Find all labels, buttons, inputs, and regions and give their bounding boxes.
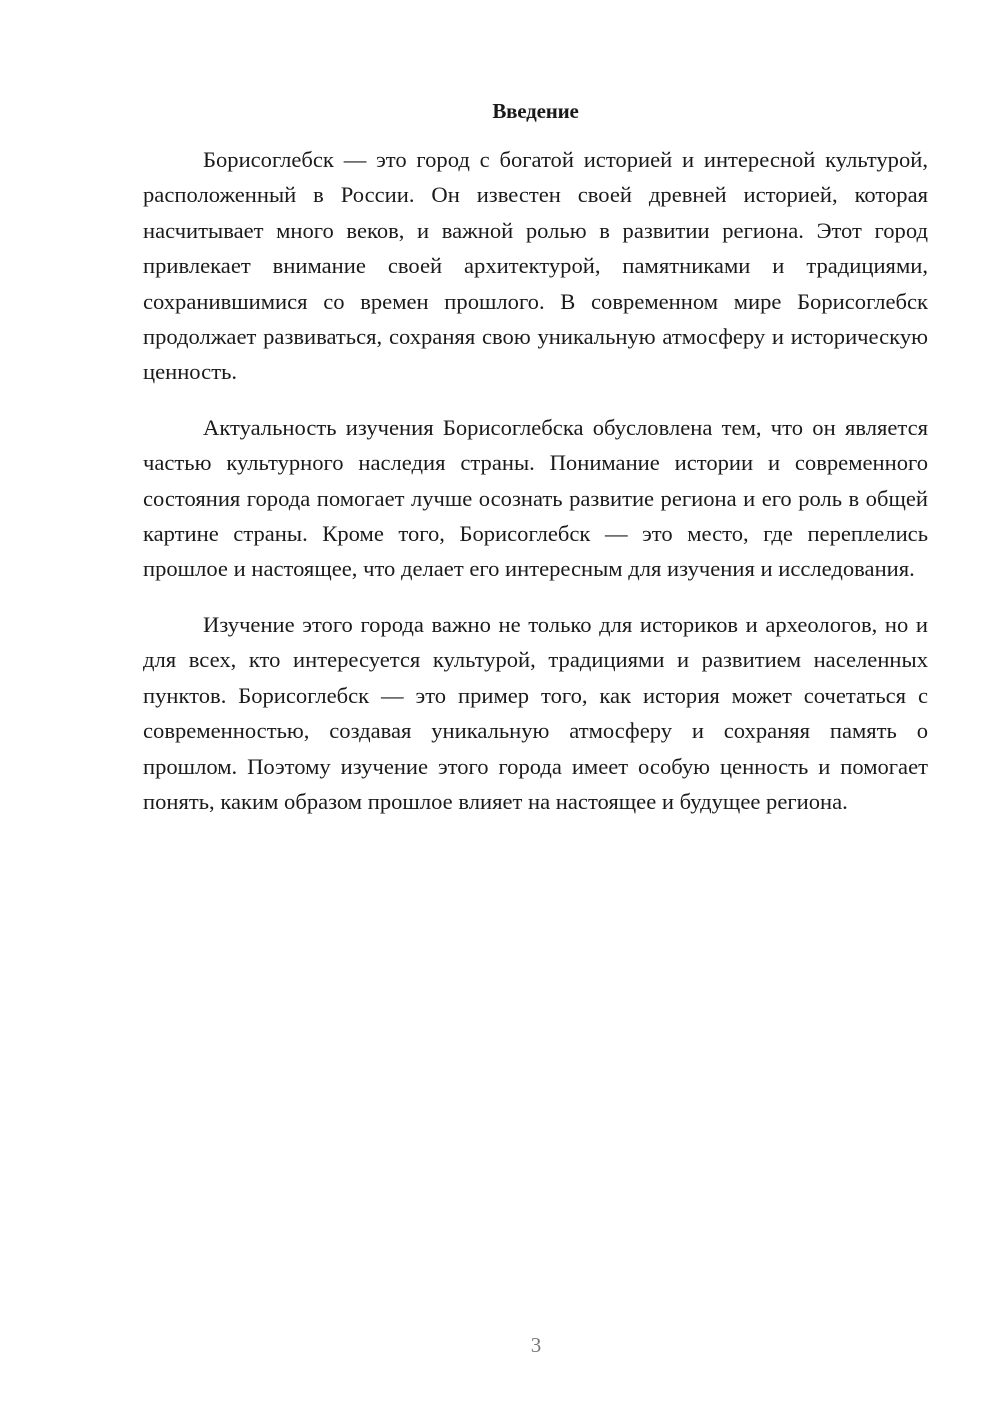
section-heading: Введение	[492, 99, 579, 123]
paragraph-importance: Изучение этого города важно не только для историков и археологов, но и для всех, кто интересуется культурой, традициями и развитием населенных пунктов. Борисоглебск — это пример того, как история может сочетаться с современностью, создавая уникальную атмосферу и сохраняя память о прошлом. Поэтому изучение этого города имеет особую ценность и помогает понять, каким образом прошлое влияет на настоящее и будущее региона.	[143, 611, 928, 814]
paragraph-relevance: Актуальность изучения Борисоглебска обусловлена тем, что он является частью культурного наследия страны. Понимание истории и современного состояния города помогает лучше осознать развитие региона и его роль в общей картине страны. Кроме того, Борисоглебск — это место, где переплелись прошлое и настоящее, что делает его интересным для изучения и исследования.	[143, 414, 928, 582]
page-number: 3	[530, 1333, 542, 1357]
paragraph-intro: Борисоглебск — это город с богатой историей и интересной культурой, расположенный в России. Он известен своей древней историей, которая насчитывает много веков, и важной ролью в развитии региона. Этот город привлекает внимание своей архитектурой, памятниками и традициями, сохранившимися со времен прошлого. В современном мире Борисоглебск продолжает развиваться, сохраняя свою уникальную атмосферу и историческую ценность.	[143, 147, 928, 385]
page-content	[143, 96, 928, 839]
